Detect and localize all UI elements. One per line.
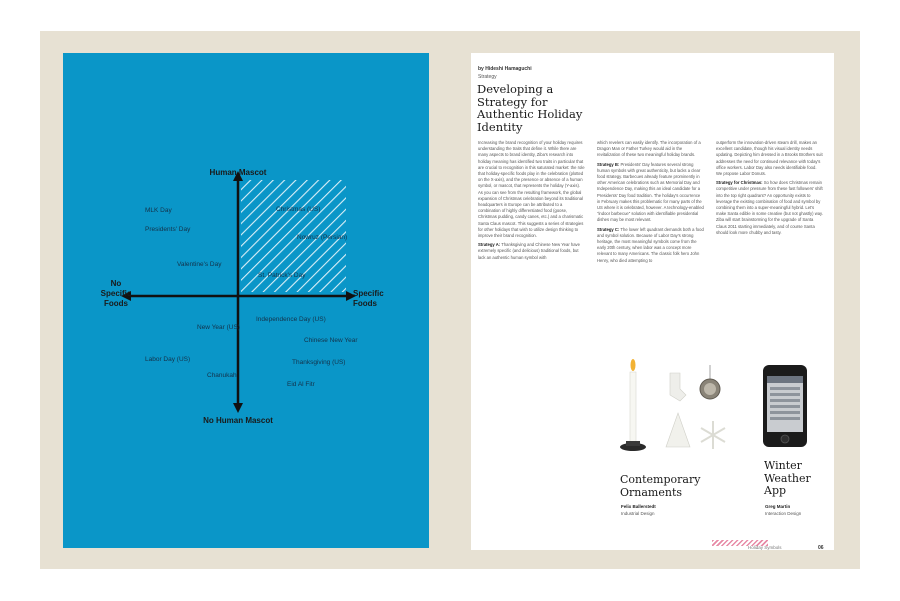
feature-role-ornaments: Industrial Design [621, 511, 655, 516]
paragraph: outperform the innovation-driven steam drill, makes an excellent candidate, though his visual identity needs updating. Depicting him dressed in a Brooks Brothers suit addresses the need for continued relevance with today's office workers. Labor Day also needs identifiable food. We propose Labor Donuts. [716, 140, 823, 177]
chart-point-label: Labor Day (US) [145, 356, 191, 363]
paragraph [716, 180, 823, 236]
footer-section-label: Holiday Symbols [748, 545, 782, 550]
chart-point-label: Eid Al Fitr [287, 381, 315, 388]
byline: by Hideshi Hamaguchi [478, 66, 532, 72]
x-axis-left-label-line2: Specific [100, 289, 132, 298]
paragraph-text: The lower left quadrant demands both a food and symbol solution. Because of Labor Day's strong heritage, the most meaningful symbols come from the early 20th century, when labor was a concept more relevant to many Americans. The classic folk hero John Henry, who died attempting to [597, 226, 704, 263]
candle-icon [630, 372, 636, 442]
phone-screen [767, 376, 803, 432]
feature-role-weather-app: Interaction Design [765, 511, 802, 516]
y-axis-top-label: Human Mascot [209, 168, 267, 177]
paragraph-text: Presidents' Day features several strong human symbols with great authenticity, but lacks a clear food strategy. Barbecues already feature prominently in other American celebrations such as Memorial Day and Independence Day, making this an ideal candidate for a Presidents' Day food tradition. The holiday's occurrence in February makes this problematic for many parts of the US where it is celebrated, however. A technology-enabled "indoor barbecue" solution with identifiable presidential dishes may be most relevant. [597, 161, 704, 223]
strategy-label: Strategy B: [597, 161, 620, 167]
article-column-3 [716, 140, 823, 239]
chart-point-label: Thanksgiving (US) [292, 359, 346, 366]
feature-title-weather-app: Winter Weather App [764, 459, 811, 497]
paragraph [597, 162, 704, 224]
chart-point-label: Christmas (US) [276, 206, 321, 213]
chart-point-label: Presidents' Day [145, 226, 191, 233]
y-axis-bottom-label: No Human Mascot [203, 416, 273, 425]
article-column-2 [597, 140, 704, 267]
phone-screen-bar [767, 376, 803, 383]
snowflake-ornament-icon [701, 421, 725, 449]
x-axis-left-label [91, 279, 141, 309]
phone-illustration [762, 364, 810, 450]
paragraph: Increasing the brand recognition of your holiday requires understanding the traits that define it. While there are many aspects to brand identity, Ziba's research into holiday meaning has identified two traits in particular that are crucial to recognition in this saturated market: the role that holiday-specific foods play in the celebration (plotted on the X-axis), and the presence or absence of a human symbol, or mascot, that represents the holiday (Y-axis). As you can see from the resulting framework, the global expansion of Christmas celebration beyond its traditional headquarters in Europe can be attributed to a combination of highly differentiated food (goose, Christmas pudding, candy canes, etc.) and a charismatic Santa Claus mascot. This suggests a series of strategies for other holidays that wish to utilize design thinking to improve their brand recognition. [478, 140, 585, 239]
page-number: 06 [818, 545, 824, 551]
article-column-1 [478, 140, 585, 264]
chart-point-label: Chanukah [207, 372, 237, 379]
feature-author-weather-app: Greg Martin [765, 504, 791, 509]
x-axis-right-label-line1: Specific [353, 289, 384, 298]
chart-point-label: Nowruz (Persian) [297, 234, 348, 241]
candle-flame-icon [631, 359, 636, 371]
paragraph-text: Thanksgiving and Chinese New Year have extremely specific (and delicious) traditional foods, but lack an authentic human symbol with [478, 242, 580, 260]
strategy-label: Strategy A: [478, 242, 501, 248]
paragraph [478, 242, 585, 261]
paragraph-text: So how does Christmas remain competitive under pressure from these fast followers' shift into the top right quadrant? An opportunity exists to leverage the existing combination of food and symbol by combining them into a super-meaningful hybrid. Let's make Santa edible in some creative (but not ghastly) way. Ziba will start brainstorming for the upgrade of Santa Claus 2011 starting immediately, and of course Santa should look more chubby and tasty. [716, 180, 823, 235]
x-axis-left-label-line1: No [110, 279, 122, 288]
chart-point-label: Chinese New Year [304, 337, 358, 344]
strategy-label: Strategy C: [597, 226, 620, 232]
candle-holder-base-icon [626, 441, 640, 446]
home-button-icon[interactable] [781, 435, 789, 443]
feature-title-ornaments: Contemporary Ornaments [620, 473, 701, 499]
x-axis-left-label-line3: Foods [104, 299, 128, 308]
paragraph [597, 227, 704, 264]
article-headline: Developing a Strategy for Authentic Holiday Identity [477, 82, 583, 134]
tree-ornament-icon [666, 413, 690, 447]
x-axis-right-label [353, 289, 397, 309]
x-axis-right-label-line2: Foods [353, 299, 377, 308]
chart-point-label: Independence Day (US) [256, 316, 326, 323]
section-tag: Strategy [478, 74, 497, 80]
chart-point-label: Valentine's Day [177, 261, 222, 268]
ornaments-illustration [618, 355, 733, 465]
feature-author-ornaments: Felix Ballerstedt [621, 504, 656, 509]
chart-point-label: MLK Day [145, 207, 172, 214]
strategy-label: Strategy for Christmas: [716, 180, 763, 186]
chart-point-label: St. Patrick's Day [258, 272, 306, 279]
round-ornament-inner [704, 383, 716, 395]
chart-point-label: New Year (US) [197, 324, 240, 331]
stocking-ornament-icon [670, 373, 686, 401]
y-axis-arrow-down [233, 403, 243, 413]
paragraph: which revelers can easily identify. The incorporation of a Dragon Man or Father Turkey would aid in the revitalization of these two meaningful holiday brands. [597, 140, 701, 158]
